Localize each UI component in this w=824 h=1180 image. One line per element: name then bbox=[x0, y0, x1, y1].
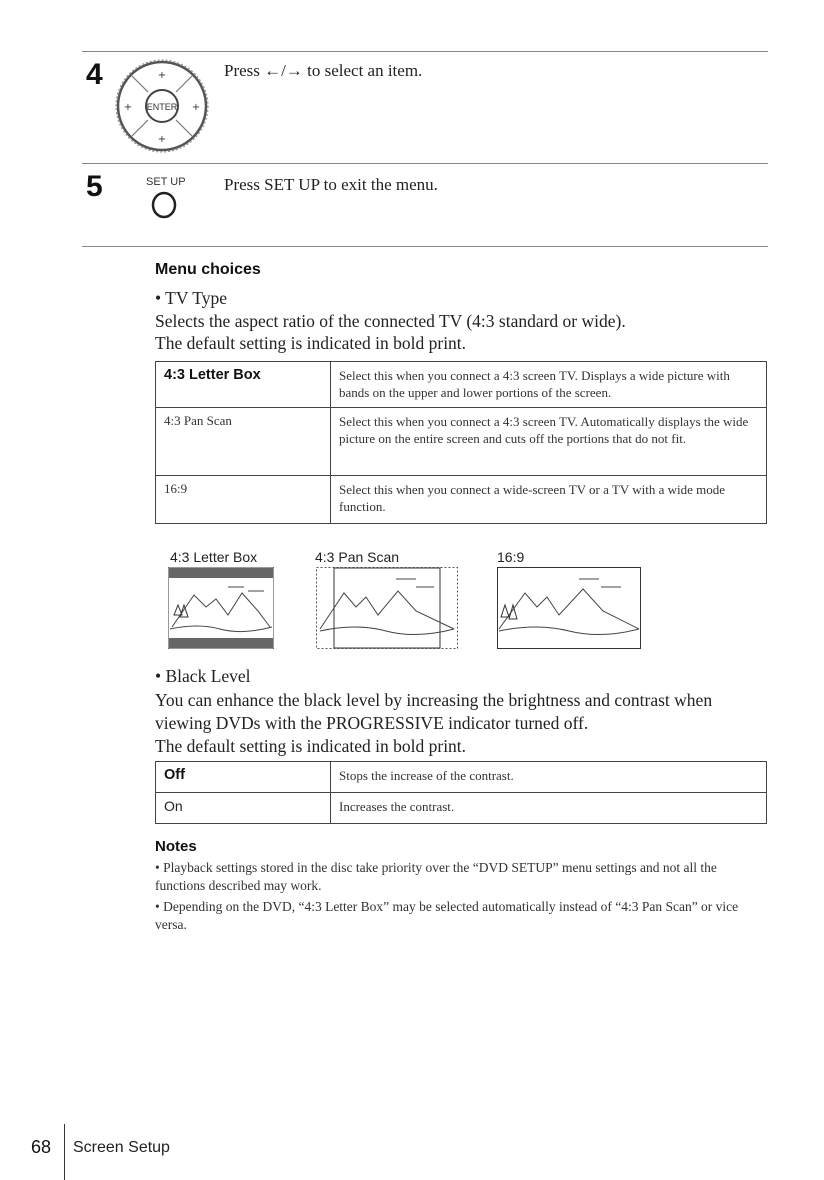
black-level-desc-1: You can enhance the black level by increasing the brightness and contrast when bbox=[155, 690, 713, 710]
option-off-name: Off bbox=[156, 762, 331, 793]
tv-type-desc-2: The default setting is indicated in bold print. bbox=[155, 333, 467, 353]
step-5-text: Press SET UP to exit the menu. bbox=[224, 175, 438, 194]
enter-label: ENTER bbox=[146, 102, 178, 112]
option-letter-box-name: 4:3 Letter Box bbox=[156, 362, 331, 408]
step-5-number: 5 bbox=[86, 170, 103, 203]
option-16-9-name: 16:9 bbox=[156, 476, 331, 524]
setup-button-label: SET UP bbox=[146, 176, 186, 188]
black-level-table bbox=[155, 761, 767, 824]
note-item: • Depending on the DVD, “4:3 Letter Box” may be selected automatically instead of “4:3 Pan Scan” or vice versa. bbox=[155, 899, 739, 932]
illustration-caption-letter-box: 4:3 Letter Box bbox=[170, 549, 258, 565]
svg-text:+: + bbox=[157, 134, 167, 145]
option-pan-scan-desc: Select this when you connect a 4:3 screen TV. Automatically displays the wide picture on the entire screen and cuts off the portions that do not fit. bbox=[331, 408, 767, 476]
note-item: • Playback settings stored in the disc take priority over the “DVD SETUP” menu settings and not all the functions described may work. bbox=[155, 860, 717, 893]
svg-text:+: + bbox=[157, 70, 167, 81]
setup-button-icon bbox=[150, 191, 178, 219]
black-level-desc-3: The default setting is indicated in bold print. bbox=[155, 736, 467, 756]
letter-box-illustration bbox=[168, 567, 274, 649]
black-level-desc-2: viewing DVDs with the PROGRESSIVE indicator turned off. bbox=[155, 713, 589, 733]
table-row bbox=[156, 362, 767, 408]
divider-mid bbox=[82, 163, 768, 164]
table-row bbox=[156, 408, 767, 476]
illustration-caption-16-9: 16:9 bbox=[497, 549, 525, 565]
svg-text:+: + bbox=[123, 102, 133, 113]
tv-type-table bbox=[155, 361, 767, 524]
table-row bbox=[156, 793, 767, 824]
option-on-name: On bbox=[156, 793, 331, 824]
step-4-number: 4 bbox=[86, 58, 103, 91]
divider-bottom bbox=[82, 246, 768, 247]
divider-top bbox=[82, 51, 768, 52]
table-row bbox=[156, 762, 767, 793]
illustration-caption-pan-scan: 4:3 Pan Scan bbox=[315, 549, 400, 565]
table-row bbox=[156, 476, 767, 524]
option-off-desc: Stops the increase of the contrast. bbox=[331, 762, 767, 793]
footer-divider bbox=[64, 1124, 65, 1180]
dpad-enter-icon bbox=[112, 56, 212, 156]
page-number: 68 bbox=[31, 1137, 52, 1157]
pan-scan-illustration bbox=[316, 567, 458, 649]
black-level-title: • Black Level bbox=[155, 666, 251, 686]
svg-text:+: + bbox=[191, 102, 201, 113]
option-16-9-desc: Select this when you connect a wide-screen TV or a TV with a wide mode function. bbox=[331, 476, 767, 524]
menu-choices-heading: Menu choices bbox=[155, 261, 261, 278]
option-letter-box-desc: Select this when you connect a 4:3 screen TV. Displays a wide picture with bands on the upper and lower portions of the screen. bbox=[331, 362, 767, 408]
section-title: Screen Setup bbox=[73, 1139, 170, 1156]
tv-type-desc-1: Selects the aspect ratio of the connected TV (4:3 standard or wide). bbox=[155, 311, 626, 331]
wide-illustration bbox=[497, 567, 641, 649]
step-4-text: Press ←/→ to select an item. bbox=[224, 61, 423, 80]
option-pan-scan-name: 4:3 Pan Scan bbox=[156, 408, 331, 476]
tv-type-title: • TV Type bbox=[155, 288, 227, 308]
option-on-desc: Increases the contrast. bbox=[331, 793, 767, 824]
notes-heading: Notes bbox=[155, 838, 197, 855]
